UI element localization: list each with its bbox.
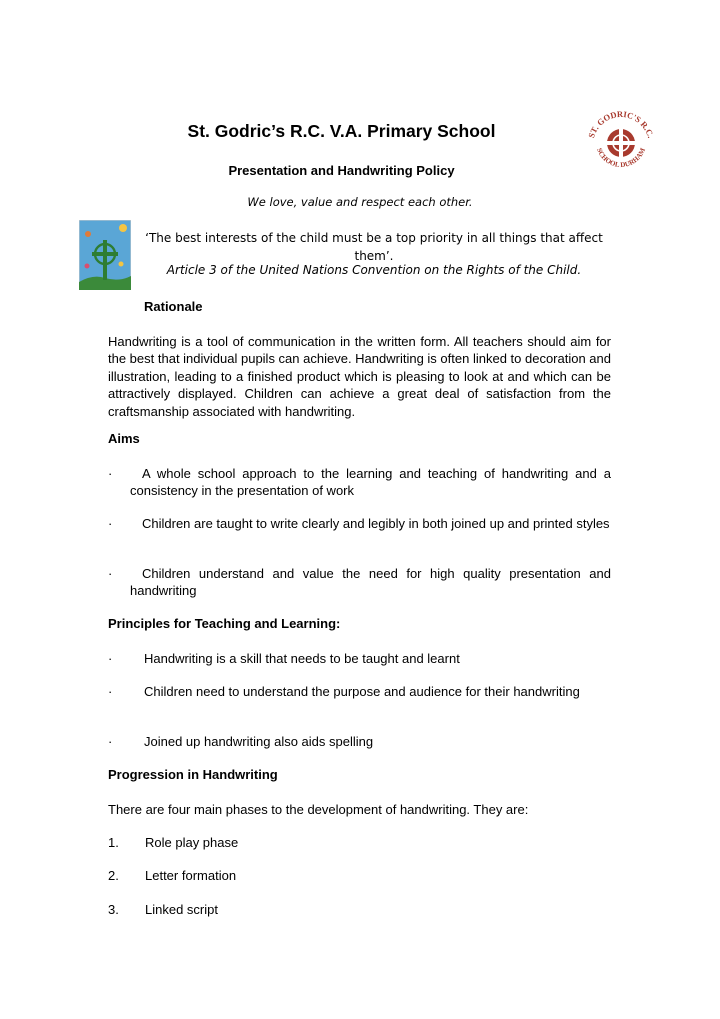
bullet-icon: · [108, 566, 113, 581]
child-artwork-image [79, 220, 131, 290]
aims-heading: Aims [108, 431, 140, 446]
quote-text: ‘The best interests of the child must be a top priority in all things that affect them’. [145, 231, 603, 263]
phase-item [108, 902, 218, 917]
list-item-text: Children are taught to write clearly and legibly in both joined up and printed styles [142, 516, 610, 531]
school-name: St. Godric’s R.C. V.A. Primary School [187, 121, 496, 141]
bullet-icon: · [108, 734, 113, 749]
logo-text-bottom: SCHOOL DURHAM [595, 146, 647, 170]
phase-number: 2. [108, 868, 119, 883]
list-item [108, 565, 611, 600]
list-item [108, 733, 611, 750]
list-item [108, 515, 611, 532]
progression-intro: There are four main phases to the development of handwriting. They are: [108, 802, 529, 817]
phase-item [108, 835, 238, 850]
phase-label: Letter formation [145, 868, 237, 883]
bullet-icon: · [108, 651, 113, 666]
phase-label: Linked script [145, 902, 218, 917]
list-item-text: A whole school approach to the learning and teaching of handwriting and a consistency in the presentation of work [130, 466, 611, 499]
list-item [108, 650, 611, 667]
phase-number: 3. [108, 902, 119, 917]
list-item-text: Joined up handwriting also aids spelling [144, 734, 374, 749]
rationale-heading: Rationale [144, 299, 203, 314]
list-item-text: Handwriting is a skill that needs to be taught and learnt [144, 651, 460, 666]
bullet-icon: · [108, 684, 113, 699]
list-item [108, 683, 611, 700]
list-item [108, 465, 611, 500]
list-item-text: Children need to understand the purpose and audience for their handwriting [144, 684, 580, 699]
phase-item [108, 868, 236, 883]
progression-heading: Progression in Handwriting [108, 767, 278, 782]
phase-number: 1. [108, 835, 119, 850]
article-citation: Article 3 of the United Nations Convention on the Rights of the Child. [166, 263, 582, 277]
logo-text-top: ST. GODRIC'S R.C. [586, 108, 656, 140]
bullet-icon: · [108, 466, 113, 481]
principles-heading: Principles for Teaching and Learning: [108, 616, 341, 631]
rationale-text: Handwriting is a tool of communication in the written form. All teachers should aim for the best that individual pupils can achieve. Handwriting is often linked to decoration and illustration, leading to a finished product which is pleasing to look at and which can be attractively displayed. Children can achieve a great deal of satisfaction from the craftsmanship associated with handwriting. [108, 334, 611, 419]
list-item-text: Children understand and value the need for high quality presentation and handwriting [130, 566, 611, 599]
school-motto: We love, value and respect each other. [247, 195, 473, 209]
policy-title: Presentation and Handwriting Policy [228, 163, 455, 178]
bullet-icon: · [108, 516, 113, 531]
phase-label: Role play phase [145, 835, 239, 850]
